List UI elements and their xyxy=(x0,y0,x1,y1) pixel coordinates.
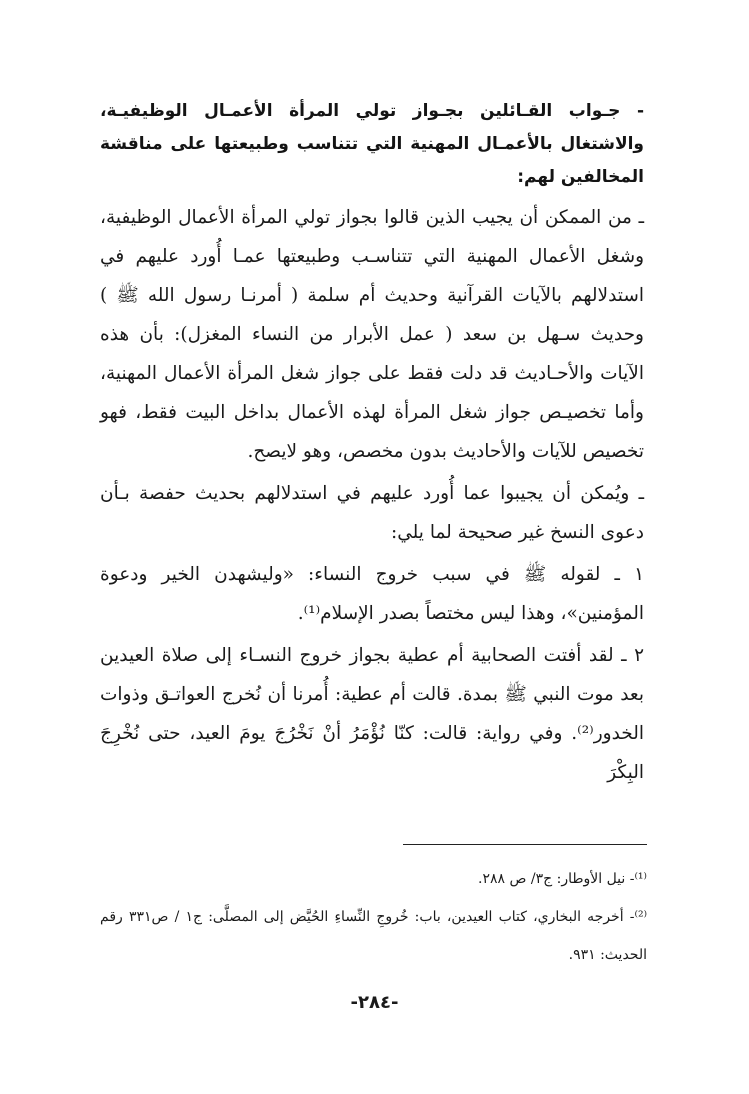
footnote-1: ⁽¹⁾- نيل الأوطار: ج٣/ ص ٢٨٨. xyxy=(478,871,647,887)
paragraph-4: ٢ ـ لقد أفتت الصحابية أم عطية بجواز خروج النسـاء إلى صلاة العيدين بعد موت النبي ﷺ بمدة. قالت أم عطية: أُمرنا أن نُخرج العواتـق وذوات الخدور⁽²⁾. وفي رواية: قالت: كنّا نُؤْمَرُ أنْ نَخْرُجَ يومَ العيد، حتى نُخْرِجَ البِكْرَ xyxy=(100,645,644,783)
footnote-2: ⁽²⁾- أخرجه البخاري، كتاب العيدين، باب: خُروجِ النِّساءِ الحُيَّض إلى المصلَّى: ج١ / ص٣٣١ رقم الحديث: ٩٣١. xyxy=(100,909,648,963)
paragraph-2: ـ ويُمكن أن يجيبوا عما أُورد عليهم في استدلالهم بحديث حفصة بـأن دعوى النسخ غير صحيحة لما يلي: xyxy=(100,483,644,543)
main-text xyxy=(100,95,644,795)
paragraph-1: ـ من الممكن أن يجيب الذين قالوا بجواز تولي المرأة الأعمال الوظيفية، وشغل الأعمال المهنية التي تتناسـب وطبيعتها عمـا أُورد عليهم في استدلالهم بالآيات القرآنية وحديث أم سلمة ( أمرنـا رسول الله ﷺ ) وحديث سـهل بن سعد ( عمل الأبرار من النساء المغزل): بأن هذه الآيات والأحـاديث قد دلت فقط على جواز شغل المرأة الأعمال المهنية، وأما تخصيـص جواز شغل المرأة لهذه الأعمال بداخل البيت فقط، فهو تخصيص للآيات والأحاديث بدون مخصص، وهو لايصح. xyxy=(100,207,644,462)
section-heading: - جـواب القـائلين بجـواز تولي المرأة الأعمـال الوظيفيـة، والاشتغال بالأعمـال المهنية التي تتناسب وطبيعتها على مناقشة المخالفين لهم: xyxy=(100,101,644,187)
footnote-divider xyxy=(403,844,647,845)
paragraph-3: ١ ـ لقوله ﷺ في سبب خروج النساء: «وليشهدن الخير ودعوة المؤمنين»، وهذا ليس مختصاً بصدر الإسلام⁽¹⁾. xyxy=(100,564,644,624)
page-number: -٢٨٤- xyxy=(350,992,399,1013)
footnotes xyxy=(100,860,647,974)
